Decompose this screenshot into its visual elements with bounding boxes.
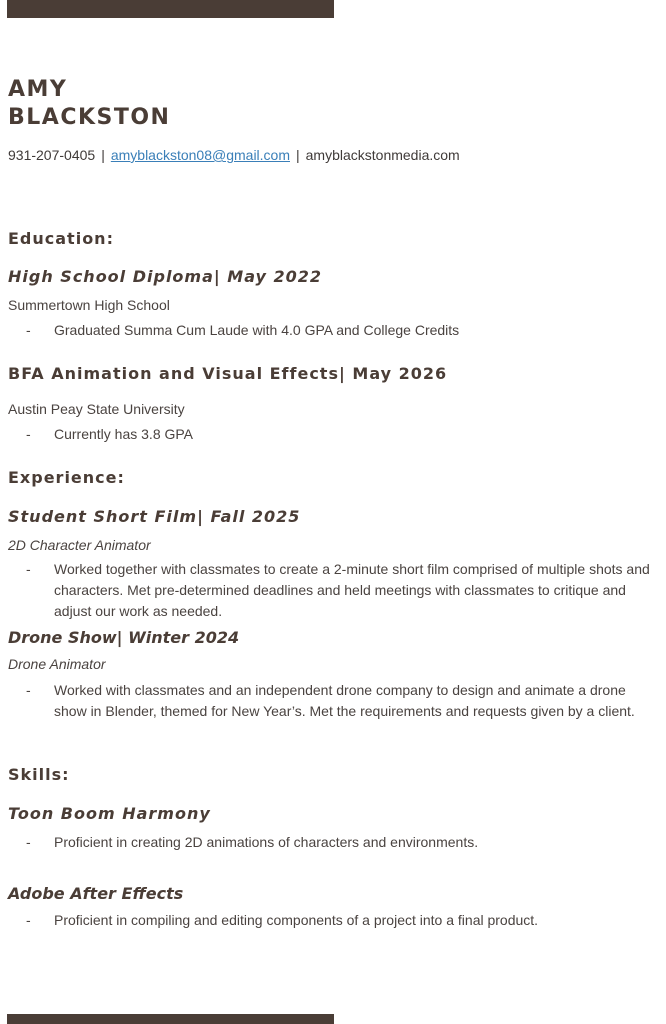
- bullet-marker: -: [26, 426, 31, 442]
- list-item: [26, 320, 652, 341]
- list-item: [26, 424, 652, 445]
- experience-entry-role: Drone Animator: [8, 656, 106, 672]
- bullet-marker: -: [26, 322, 31, 338]
- education-entry-heading: BFA Animation and Visual Effects| May 2026: [8, 364, 448, 383]
- bullet-marker: -: [26, 682, 31, 698]
- experience-entry-heading: Drone Show| Winter 2024: [8, 628, 240, 647]
- bullet-text: Worked with classmates and an independent drone company to design and animate a drone show in Blender, themed for New Year’s. Met the requirements and requests given by a client.: [54, 682, 635, 719]
- skill-heading: Adobe After Effects: [8, 884, 184, 903]
- bullet-text: Proficient in compiling and editing components of a project into a final product.: [54, 912, 539, 928]
- list-item: [26, 559, 652, 622]
- last-name: BLACKSTON: [8, 105, 171, 130]
- bullet-marker: -: [26, 912, 31, 928]
- bullet-text: Worked together with classmates to create a 2-minute short film comprised of multiple shots and characters. Met pre-determined deadlines and held meetings with classmates to critique and adjust our work as needed.: [54, 561, 650, 619]
- email-link[interactable]: amyblackston08@gmail.com: [110, 147, 290, 163]
- list-item: [26, 910, 652, 931]
- bullet-marker: -: [26, 834, 31, 850]
- top-decorative-bar: [7, 0, 334, 18]
- website-text: amyblackstonmedia.com: [305, 147, 460, 163]
- experience-entry-heading: Student Short Film| Fall 2025: [8, 507, 301, 526]
- list-item: [26, 832, 652, 853]
- bullet-text: Graduated Summa Cum Laude with 4.0 GPA and College Credits: [54, 322, 460, 338]
- education-entry-school: Summertown High School: [8, 297, 170, 313]
- bullet-marker: -: [26, 561, 31, 577]
- education-entry-heading: High School Diploma| May 2022: [8, 267, 323, 286]
- skill-heading: Toon Boom Harmony: [8, 804, 211, 823]
- skills-section-title: Skills:: [8, 765, 70, 784]
- list-item: [26, 680, 652, 722]
- bullet-text: Currently has 3.8 GPA: [54, 426, 194, 442]
- education-entry-school: Austin Peay State University: [8, 401, 185, 417]
- contact-separator: |: [296, 147, 300, 163]
- education-section-title: Education:: [8, 229, 114, 248]
- candidate-name: [8, 76, 170, 132]
- bullet-text: Proficient in creating 2D animations of characters and environments.: [54, 834, 479, 850]
- first-name: AMY: [8, 77, 68, 102]
- contact-separator: |: [101, 147, 105, 163]
- phone-number: 931-207-0405: [8, 147, 96, 163]
- bottom-decorative-bar: [7, 1014, 334, 1024]
- experience-section-title: Experience:: [8, 468, 125, 487]
- experience-entry-role: 2D Character Animator: [8, 537, 151, 553]
- contact-line: [8, 147, 460, 163]
